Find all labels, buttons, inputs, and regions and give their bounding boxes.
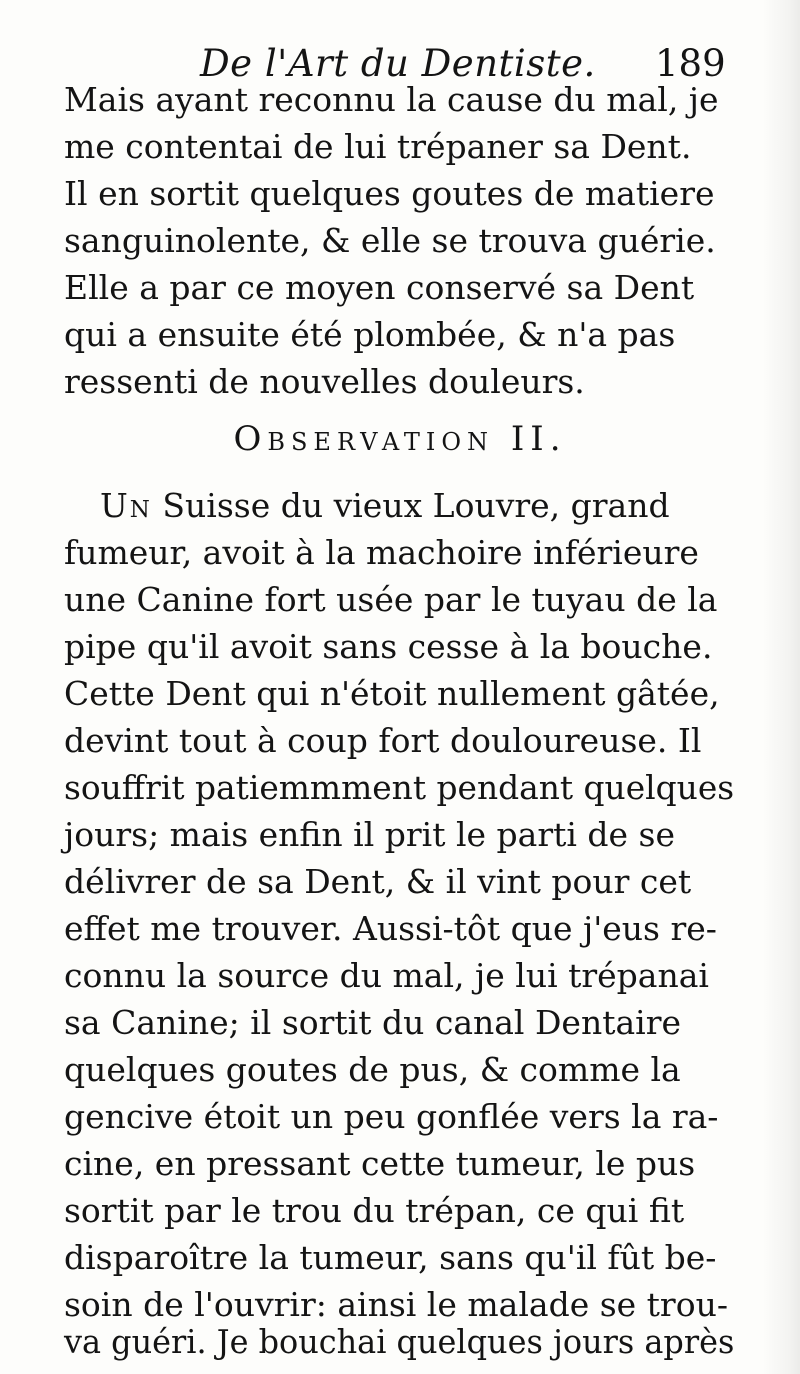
text-line: qui a ensuite été plombée, & n'a pas: [64, 315, 676, 354]
text-line: sa Canine; il sortit du canal Dentaire: [64, 1003, 681, 1042]
text-line: devint tout à coup fort douloureuse. Il: [64, 721, 702, 760]
text-line: Cette Dent qui n'étoit nullement gâtée,: [64, 674, 720, 713]
opening-words: Un: [100, 486, 152, 525]
running-title: De l'Art du Dentiste.: [200, 42, 596, 85]
text-line: soin de l'ouvrir: ainsi le malade se trou-: [64, 1285, 728, 1324]
text-line: sortit par le trou du trépan, ce qui fit: [64, 1191, 685, 1230]
text-line: fumeur, avoit à la machoire inférieure: [64, 533, 699, 572]
text-line: sanguinolente, & elle se trouva guérie.: [64, 221, 716, 260]
text-line: effet me trouver. Aussi-tôt que j'eus re-: [64, 909, 717, 948]
text-line: Elle a par ce moyen conservé sa Dent: [64, 268, 695, 307]
text-line: me contentai de lui trépaner sa Dent.: [64, 127, 692, 166]
observation-heading: Observation II.: [233, 419, 567, 459]
page-number: 189: [655, 42, 726, 85]
text-line: Il en sortit quelques goutes de matiere: [64, 174, 715, 213]
text-line: cine, en pressant cette tumeur, le pus: [64, 1144, 696, 1183]
text-line: Mais ayant reconnu la cause du mal, je: [64, 80, 719, 119]
text-line: ressenti de nouvelles douleurs.: [64, 362, 585, 401]
text-line: quelques goutes de pus, & comme la: [64, 1050, 681, 1089]
text-line-first: [100, 484, 734, 528]
text-line: délivrer de sa Dent, & il vint pour cet: [64, 862, 692, 901]
text-line: va guéri. Je bouchai quelques jours après: [64, 1322, 735, 1361]
text-line: souffrit patiemmment pendant quelques: [64, 768, 735, 807]
text-line: gencive étoit un peu gonflée vers la ra-: [64, 1097, 719, 1136]
text-line: une Canine fort usée par le tuyau de la: [64, 580, 718, 619]
text-line: disparoître la tumeur, sans qu'il fût be-: [64, 1238, 717, 1277]
text-line: connu la source du mal, je lui trépanai: [64, 956, 709, 995]
first-line-text: Suisse du vieux Louvre, grand: [151, 486, 670, 525]
text-line: pipe qu'il avoit sans cesse à la bouche.: [64, 627, 713, 666]
page-gutter-shadow: [762, 0, 800, 1374]
text-line: jours; mais enfin il prit le parti de se: [64, 815, 676, 854]
